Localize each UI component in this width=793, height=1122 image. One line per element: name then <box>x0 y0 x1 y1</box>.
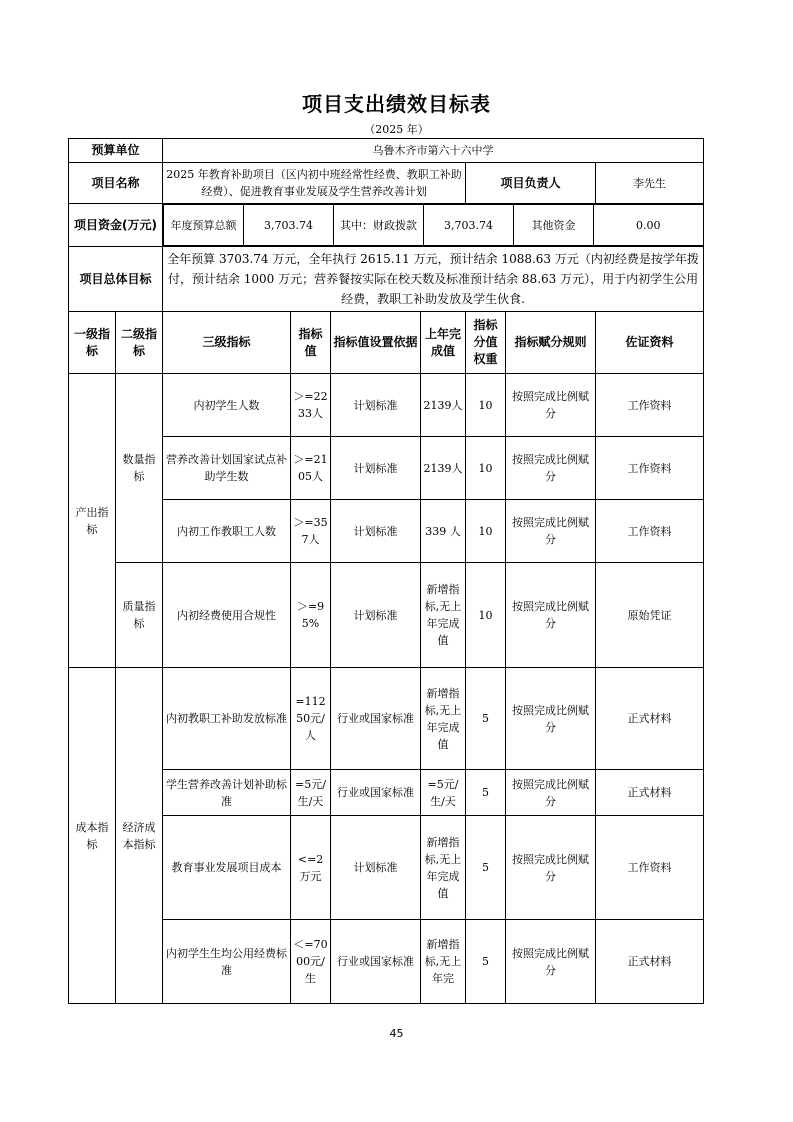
table-row <box>69 563 704 668</box>
indicator-name: 内初经费使用合规性 <box>163 563 291 668</box>
indicator-basis: 行业或国家标准 <box>331 920 421 1004</box>
indicator-evidence: 正式材料 <box>596 920 704 1004</box>
annual-budget-label: 年度预算总额 <box>164 205 244 246</box>
indicator-weight: 10 <box>466 563 506 668</box>
indicator-name: 内初学生人数 <box>163 374 291 437</box>
project-name-value: 2025 年教育补助项目（区内初中班经常性经费、教职工补助经费）、促进教育事业发展及学生营养改善计划 <box>163 163 466 204</box>
other-funds-value: 0.00 <box>594 205 704 246</box>
indicator-rule: 按照完成比例赋分 <box>506 374 596 437</box>
col-header-basis: 指标值设置依据 <box>331 312 421 374</box>
annual-budget-value: 3,703.74 <box>244 205 334 246</box>
indicator-weight: 10 <box>466 437 506 500</box>
fiscal-label: 其中：财政拨款 <box>334 205 424 246</box>
category-quantity: 数量指标 <box>116 374 163 563</box>
col-header-rule: 指标赋分规则 <box>506 312 596 374</box>
indicator-rule: 按照完成比例赋分 <box>506 668 596 770</box>
col-header-level1: 一级指标 <box>69 312 116 374</box>
indicator-last: 新增指标,无上年完成值 <box>421 668 466 770</box>
page-number: 45 <box>389 1027 404 1040</box>
indicator-basis: 行业或国家标准 <box>331 770 421 816</box>
indicator-weight: 5 <box>466 770 506 816</box>
indicator-evidence: 工作资料 <box>596 374 704 437</box>
indicator-rule: 按照完成比例赋分 <box>506 437 596 500</box>
table-row <box>69 770 704 816</box>
year-label: （2025 年） <box>364 123 429 136</box>
indicator-weight: 5 <box>466 668 506 770</box>
indicator-rule: 按照完成比例赋分 <box>506 920 596 1004</box>
table-row <box>69 374 704 437</box>
indicator-weight: 5 <box>466 816 506 920</box>
indicator-evidence: 工作资料 <box>596 816 704 920</box>
indicator-name: 营养改善计划国家试点补助学生数 <box>163 437 291 500</box>
owner-label: 项目负责人 <box>466 163 596 204</box>
table-row <box>69 668 704 770</box>
indicator-value: ＞=95% <box>291 563 331 668</box>
other-funds-label: 其他资金 <box>514 205 594 246</box>
indicator-name: 学生营养改善计划补助标准 <box>163 770 291 816</box>
indicator-last: 2139人 <box>421 437 466 500</box>
indicator-basis: 计划标准 <box>331 437 421 500</box>
indicator-value: ＞=2233人 <box>291 374 331 437</box>
indicator-weight: 10 <box>466 374 506 437</box>
indicator-basis: 计划标准 <box>331 563 421 668</box>
indicator-rule: 按照完成比例赋分 <box>506 816 596 920</box>
indicator-evidence: 工作资料 <box>596 500 704 563</box>
budget-unit-label: 预算单位 <box>69 139 163 163</box>
col-header-evidence: 佐证资料 <box>596 312 704 374</box>
fiscal-value: 3,703.74 <box>424 205 514 246</box>
indicator-evidence: 正式材料 <box>596 668 704 770</box>
indicator-value: ＜=7000元/生 <box>291 920 331 1004</box>
category-quality: 质量指标 <box>116 563 163 668</box>
indicator-evidence: 原始凭证 <box>596 563 704 668</box>
indicator-name: 内初工作教职工人数 <box>163 500 291 563</box>
owner-value: 李先生 <box>596 163 704 204</box>
indicator-basis: 计划标准 <box>331 816 421 920</box>
category-economic: 经济成本指标 <box>116 668 163 1004</box>
indicator-name: 内初学生生均公用经费标准 <box>163 920 291 1004</box>
col-header-value: 指标值 <box>291 312 331 374</box>
indicator-last: =5元/生/天 <box>421 770 466 816</box>
table-row <box>69 816 704 920</box>
indicator-last: 2139人 <box>421 374 466 437</box>
col-header-level3: 三级指标 <box>163 312 291 374</box>
indicator-name: 教育事业发展项目成本 <box>163 816 291 920</box>
funds-row <box>163 204 704 247</box>
performance-table <box>68 138 704 1004</box>
category-cost: 成本指标 <box>69 668 116 1004</box>
indicator-value: =11250元/人 <box>291 668 331 770</box>
indicator-last: 339 人 <box>421 500 466 563</box>
col-header-weight: 指标分值权重 <box>466 312 506 374</box>
indicator-evidence: 工作资料 <box>596 437 704 500</box>
page-title: 项目支出绩效目标表 <box>302 92 491 116</box>
project-name-label: 项目名称 <box>69 163 163 204</box>
indicator-last: 新增指标,无上年完成值 <box>421 563 466 668</box>
table-row <box>69 920 704 1004</box>
indicator-value: <=2万元 <box>291 816 331 920</box>
indicator-basis: 行业或国家标准 <box>331 668 421 770</box>
table-row <box>69 437 704 500</box>
indicator-value: =5元/生/天 <box>291 770 331 816</box>
col-header-last: 上年完成值 <box>421 312 466 374</box>
indicator-evidence: 正式材料 <box>596 770 704 816</box>
indicator-rule: 按照完成比例赋分 <box>506 563 596 668</box>
overall-goal-label: 项目总体目标 <box>69 247 163 312</box>
indicator-last: 新增指标,无上年完成值 <box>421 816 466 920</box>
indicator-rule: 按照完成比例赋分 <box>506 500 596 563</box>
indicator-weight: 5 <box>466 920 506 1004</box>
indicator-name: 内初教职工补助发放标准 <box>163 668 291 770</box>
indicator-value: ＞=357人 <box>291 500 331 563</box>
indicator-basis: 计划标准 <box>331 500 421 563</box>
indicator-rule: 按照完成比例赋分 <box>506 770 596 816</box>
indicator-last: 新增指标,无上年完 <box>421 920 466 1004</box>
overall-goal-value: 全年预算 3703.74 万元，全年执行 2615.11 万元，预计结余 1088.63 万元（内初经费是按学年拨付，预计结余 1000 万元；营养餐按实际在校天数及标准预计结余 88.63 万元），用于内初学生公用经费，教职工补助发放及学生伙食. <box>163 247 704 312</box>
indicator-weight: 10 <box>466 500 506 563</box>
category-output: 产出指标 <box>69 374 116 668</box>
indicator-value: ＞=2105人 <box>291 437 331 500</box>
budget-unit-value: 乌鲁木齐市第六十六中学 <box>163 139 704 163</box>
indicator-basis: 计划标准 <box>331 374 421 437</box>
funds-label: 项目资金(万元) <box>69 204 163 247</box>
table-row <box>69 500 704 563</box>
col-header-level2: 二级指标 <box>116 312 163 374</box>
